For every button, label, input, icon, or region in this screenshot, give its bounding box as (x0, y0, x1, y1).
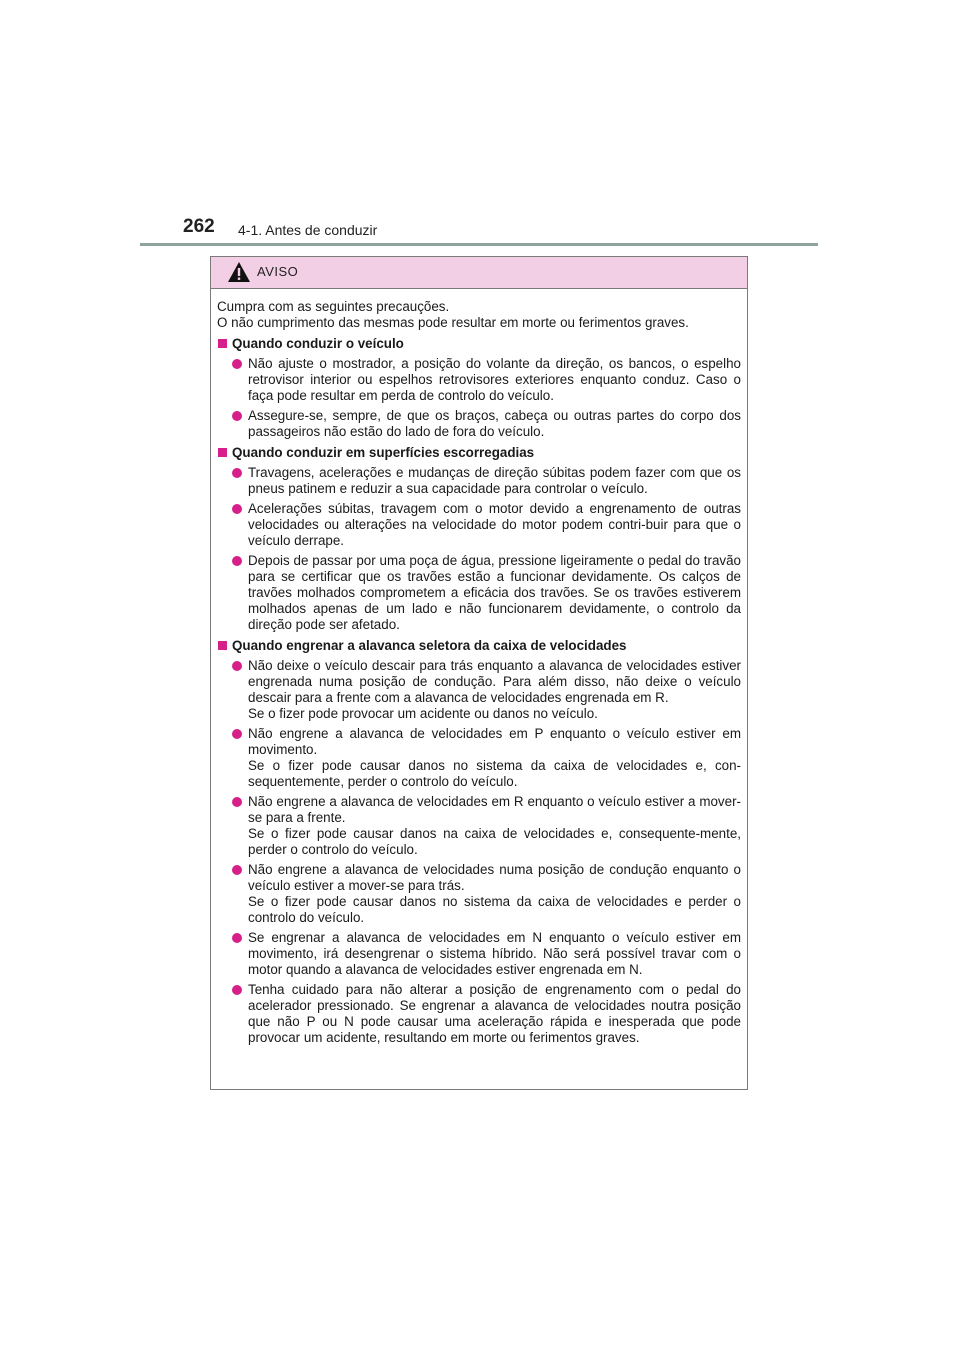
warning-box (210, 256, 748, 1090)
round-bullet-icon (232, 556, 242, 566)
list-item-text: Assegure-se, sempre, de que os braços, cabeça ou outras partes do corpo dos passageiros não estão do lado de fora do veículo. (248, 408, 741, 439)
list-item-text: Travagens, acelerações e mudanças de direção súbitas podem fazer com que os pneus patinem e reduzir a sua capacidade para controlar o veículo. (248, 465, 741, 496)
round-bullet-icon (232, 865, 242, 875)
warning-section (217, 336, 741, 440)
list-item-text: Depois de passar por uma poça de água, pressione ligeiramente o pedal do travão para se certificar que os travões estão a funcionar devidamente. Os calços de travões molhados comprometem a eficácia dos travões. Se os travões estiverem molhados apenas de um lado e não funcionarem devidamente, o controlo da direção pode ser afetado. (248, 553, 741, 632)
section-heading-text: Quando conduzir o veículo (232, 336, 404, 351)
square-bullet-icon (218, 641, 227, 650)
round-bullet-icon (232, 933, 242, 943)
section-heading (217, 336, 741, 352)
warning-intro (217, 299, 741, 331)
round-bullet-icon (232, 468, 242, 478)
warning-sections (217, 336, 741, 1046)
list-item (217, 982, 741, 1046)
section-title: 4-1. Antes de conduzir (238, 222, 378, 238)
warning-section (217, 445, 741, 633)
section-heading-text: Quando conduzir em superfícies escorregadias (232, 445, 535, 460)
list-item (217, 930, 741, 978)
square-bullet-icon (218, 448, 227, 457)
round-bullet-icon (232, 661, 242, 671)
list-item (217, 465, 741, 497)
list-item-text: Não engrene a alavanca de velocidades em P enquanto o veículo estiver em movimento. (248, 726, 741, 757)
header-rule (140, 243, 818, 246)
square-bullet-icon (218, 339, 227, 348)
round-bullet-icon (232, 359, 242, 369)
warning-body (211, 289, 747, 1046)
section-heading (217, 638, 741, 654)
list-item-text: Não engrene a alavanca de velocidades numa posição de condução enquanto o veículo estiver a mover-se para trás. (248, 862, 741, 893)
list-item (217, 658, 741, 722)
intro-line: Cumpra com as seguintes precauções. (217, 299, 450, 314)
round-bullet-icon (232, 985, 242, 995)
warning-label: AVISO (257, 264, 299, 279)
warning-section (217, 638, 741, 1046)
round-bullet-icon (232, 504, 242, 514)
list-item (217, 356, 741, 404)
list-item-text: Não engrene a alavanca de velocidades em R enquanto o veículo estiver a mover-se para a frente. (248, 794, 741, 825)
list-item-text: Se engrenar a alavanca de velocidades em N enquanto o veículo estiver em movimento, irá desengrenar o sistema híbrido. Não será possível travar com o motor quando a alavanca de velocidades estiver engrenada em N. (248, 930, 741, 977)
warning-triangle-icon (227, 261, 251, 283)
list-item-text: Se o fizer pode provocar um acidente ou danos no veículo. (248, 706, 598, 721)
list-item-text: Acelerações súbitas, travagem com o motor devido a engrenamento de outras velocidades ou alterações na velocidade do motor podem contri-buir para que o veículo derrape. (248, 501, 741, 548)
list-item-text: Se o fizer pode causar danos na caixa de velocidades e, consequente-mente, perder o controlo do veículo. (248, 826, 741, 857)
list-item (217, 553, 741, 633)
page-number: 262 (183, 216, 215, 237)
section-heading (217, 445, 741, 461)
list-item (217, 794, 741, 858)
list-item-text: Se o fizer pode causar danos no sistema da caixa de velocidades e perder o controlo do veículo. (248, 894, 741, 925)
list-item-text: Não deixe o veículo descair para trás enquanto a alavanca de velocidades estiver engrenada numa posição de condução. Para além disso, não deixe o veículo descair para a frente com a alavanca de velocidades engrenada em R. (248, 658, 741, 705)
list-item (217, 501, 741, 549)
list-item-text: Se o fizer pode causar danos no sistema da caixa de velocidades e, con-sequentemente, perder o controlo do veículo. (248, 758, 741, 789)
round-bullet-icon (232, 411, 242, 421)
list-item-text: Não ajuste o mostrador, a posição do volante da direção, os bancos, o espelho retrovisor interior ou espelhos retrovisores exteriores enquanto conduz. Caso o faça pode resultar em perda de controlo do veículo. (248, 356, 741, 403)
list-item-text: Tenha cuidado para não alterar a posição de engrenamento com o pedal do acelerador pressionado. Se engrenar a alavanca de velocidades noutra posição que não P ou N pode causar uma aceleração rápida e inesperada que pode provocar um acidente, resultando em morte ou ferimentos graves. (248, 982, 741, 1045)
round-bullet-icon (232, 797, 242, 807)
intro-line: O não cumprimento das mesmas pode resultar em morte ou ferimentos graves. (217, 315, 689, 330)
list-item (217, 726, 741, 790)
page-header (0, 0, 960, 250)
list-item (217, 408, 741, 440)
round-bullet-icon (232, 729, 242, 739)
warning-header (211, 257, 747, 289)
list-item (217, 862, 741, 926)
section-heading-text: Quando engrenar a alavanca seletora da caixa de velocidades (232, 638, 627, 653)
